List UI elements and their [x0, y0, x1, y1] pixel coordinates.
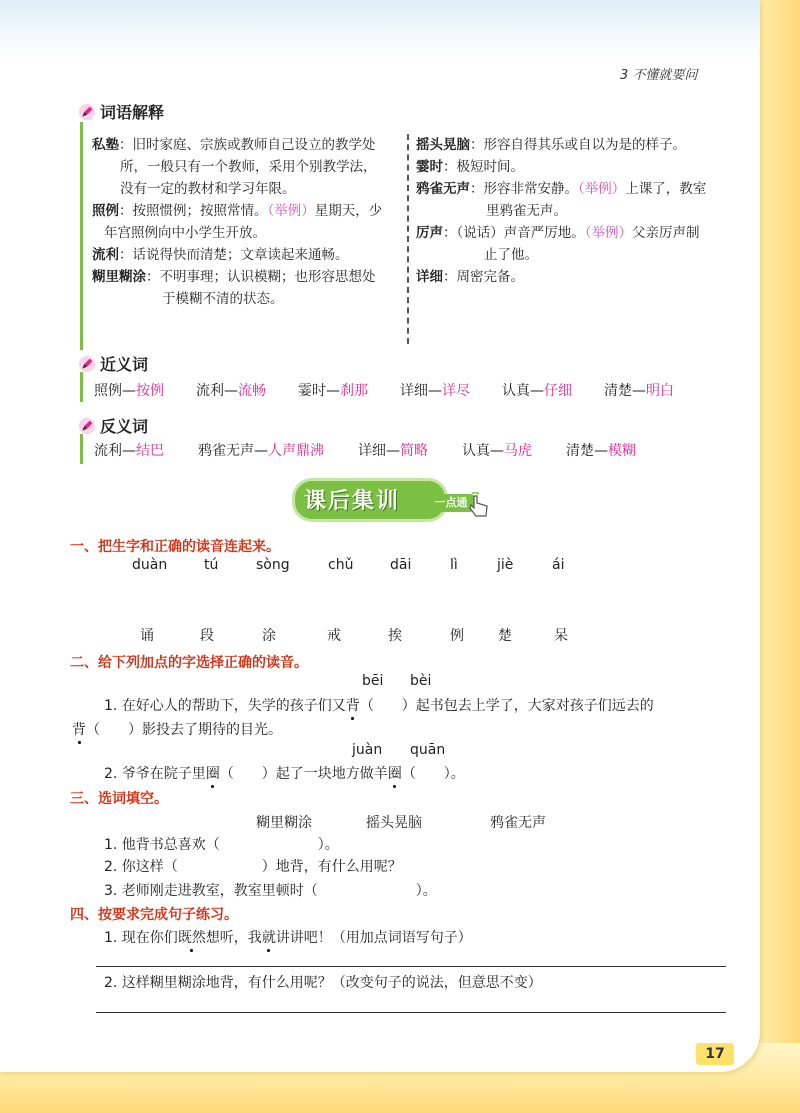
antonym-row [94, 440, 636, 460]
banner-tag: 一点通 [428, 494, 474, 512]
section-title-text: 词语解释 [100, 103, 165, 122]
character: 例 [450, 628, 464, 644]
pinyin: duàn [132, 557, 168, 573]
definition-text: 话说得快而清楚；文章读起来通畅。 [132, 247, 349, 263]
answer-line[interactable] [96, 1012, 726, 1013]
q4-sentence-2: 2. 这样糊里糊涂地背，有什么用呢？（改变句子的说法，但意思不变） [104, 975, 542, 991]
pinyin: tú [204, 557, 219, 573]
character: 楚 [498, 628, 512, 644]
dotted-char: 背 [345, 698, 360, 714]
green-bar [80, 434, 83, 464]
example-text: 父亲厉声制 [632, 225, 700, 241]
q3-sentence-1: 1. 他背书总喜欢（ ）。 [104, 837, 339, 853]
question-1-title: 一、把生字和正确的读音连起来。 [70, 539, 280, 555]
green-bar [80, 372, 83, 402]
pinyin-option: quān [410, 742, 446, 758]
definition-text: 所，一般只有一个教师，采用个别教学法， [120, 159, 377, 175]
pencil-icon [78, 355, 96, 373]
example-label: （举例） [578, 181, 626, 197]
character: 涂 [262, 628, 276, 644]
dotted-char: 圈 [205, 766, 220, 782]
q3-sentence-2: 2. 你这样（ ）地背，有什么用呢？ [104, 859, 402, 875]
answer-line[interactable] [96, 966, 726, 967]
definition-text: 没有一定的教材和学习年限。 [120, 181, 296, 197]
green-bar [80, 122, 83, 350]
antonym-pair: 认真—马虎 [462, 443, 532, 459]
antonym-pair: 流利—结巴 [94, 443, 164, 459]
synonym-row [94, 380, 674, 400]
term: 糊里糊涂 [92, 269, 146, 285]
q2-sentence-2: 2. 爷爷在院子里圈（ ）起了一块地方做羊圈（ ）。 [104, 766, 465, 782]
example-label: （举例） [267, 203, 315, 219]
term: 流利 [92, 247, 119, 263]
word-option: 糊里糊涂 [256, 815, 312, 831]
definition-text: 形容非常安静。 [483, 181, 578, 197]
definition-text: 极短时间。 [456, 159, 524, 175]
dotted-char: 既然 [177, 930, 206, 946]
example-text: 止了他。 [484, 247, 538, 263]
section-synonyms-title [78, 352, 148, 375]
term: 厉声 [416, 225, 443, 241]
term: 详细 [416, 269, 443, 285]
term: 鸦雀无声 [416, 181, 470, 197]
character: 诵 [140, 628, 154, 644]
character: 戒 [327, 628, 341, 644]
definition-sishu: 私塾：旧时家庭、宗族或教师自己设立的教学处 所，一般只有一个教师，采用个别教学法， 没有一定的教材和学习年限。 照例：按照惯例；按照常情。（举例）星期天，少 年宫照例向中小学生开放。 流利：话说得快而清楚；文章读起来通畅。 糊里糊涂：不明事理；认识模糊；也形容思想处 于模糊不清的状态。 [92, 134, 402, 310]
pinyin-option: bèi [410, 673, 432, 689]
pinyin: jiè [497, 557, 514, 573]
q2-sentence-1: 1. 在好心人的帮助下，失学的孩子们又背（ ）起书包去上学了，大家对孩子们远去的 [104, 698, 654, 714]
pencil-icon [78, 417, 96, 435]
dotted-char: 就 [261, 930, 276, 946]
question-2-title: 二、给下列加点的字选择正确的读音。 [70, 655, 308, 671]
character: 段 [200, 628, 214, 644]
term: 霎时 [416, 159, 443, 175]
definitions-right: 摇头晃脑：形容自得其乐或自以为是的样子。 霎时：极短时间。 鸦雀无声：形容非常安静。（举例）上课了，教室 里鸦雀无声。 厉声：（说话）声音严厉地。（举例）父亲厉声制 止了他。 详细：周密完备。 [416, 134, 736, 288]
q2-sentence-1-cont: 背（ ）影投去了期待的目光。 [72, 722, 282, 738]
section-title-text: 反义词 [100, 417, 149, 436]
word-option: 鸦雀无声 [490, 815, 546, 831]
section-explanations-title [78, 100, 164, 123]
page-top-gradient [0, 0, 760, 60]
dotted-char: 背 [72, 722, 86, 738]
example-text: 上课了，教室 [625, 181, 707, 197]
pinyin: dāi [390, 557, 412, 573]
antonym-pair: 鸦雀无声—人声鼎沸 [198, 443, 324, 459]
section-title-text: 近义词 [100, 355, 149, 374]
word-option: 摇头晃脑 [366, 815, 422, 831]
example-text: 里鸦雀无声。 [486, 203, 567, 219]
banner-title: 课后集训 [304, 489, 401, 514]
dotted-char: 圈 [387, 766, 402, 782]
pinyin: sòng [256, 557, 290, 573]
pinyin: ái [552, 557, 565, 573]
term: 摇头晃脑 [416, 137, 470, 153]
example-text: 星期天，少 [314, 203, 383, 219]
example-text: 年宫照例向中小学生开放。 [104, 225, 266, 241]
pinyin-option: bēi [362, 673, 384, 689]
column-divider [407, 134, 409, 344]
example-label: （举例） [584, 225, 632, 241]
synonym-pair: 清楚—明白 [604, 383, 674, 399]
antonym-pair: 清楚—模糊 [566, 443, 636, 459]
section-antonyms-title [78, 414, 148, 437]
q3-sentence-3: 3. 老师刚走进教室，教室里顿时（ ）。 [104, 883, 437, 899]
question-3-title: 三、选词填空。 [70, 791, 168, 807]
question-4-title: 四、按要求完成句子练习。 [70, 907, 238, 923]
pinyin: chǔ [328, 557, 354, 573]
definition-text: 按照惯例；按照常情。 [132, 203, 268, 219]
definition-text: 周密完备。 [456, 269, 524, 285]
character: 呆 [554, 628, 568, 644]
pinyin-option: juàn [352, 742, 383, 758]
hand-pointer-icon [468, 492, 490, 518]
antonym-pair: 详细—简略 [358, 443, 428, 459]
synonym-pair: 霎时—刹那 [298, 383, 368, 399]
definition-text: 于模糊不清的状态。 [162, 291, 284, 307]
exercise-banner [292, 478, 492, 518]
q4-sentence-1: 1. 现在你们既然想听，我就讲讲吧！（用加点词语写句子） [104, 930, 472, 946]
term: 照例 [92, 203, 119, 219]
character: 挨 [388, 628, 402, 644]
term: 私塾 [92, 137, 119, 153]
definition-text: 不明事理；认识模糊；也形容思想处 [159, 269, 376, 285]
pencil-icon [78, 103, 96, 121]
synonym-pair: 认真—仔细 [502, 383, 572, 399]
running-head: 3 不懂就要问 [620, 68, 698, 83]
definition-text: 旧时家庭、宗族或教师自己设立的教学处 [132, 137, 376, 153]
page-number: 17 [696, 1043, 734, 1065]
pinyin: lì [450, 557, 458, 573]
synonym-pair: 详细—详尽 [400, 383, 470, 399]
synonym-pair: 照例—按例 [94, 383, 164, 399]
definition-text: （说话）声音严厉地。 [456, 225, 585, 241]
synonym-pair: 流利—流畅 [196, 383, 266, 399]
definition-text: 形容自得其乐或自以为是的样子。 [483, 137, 686, 153]
